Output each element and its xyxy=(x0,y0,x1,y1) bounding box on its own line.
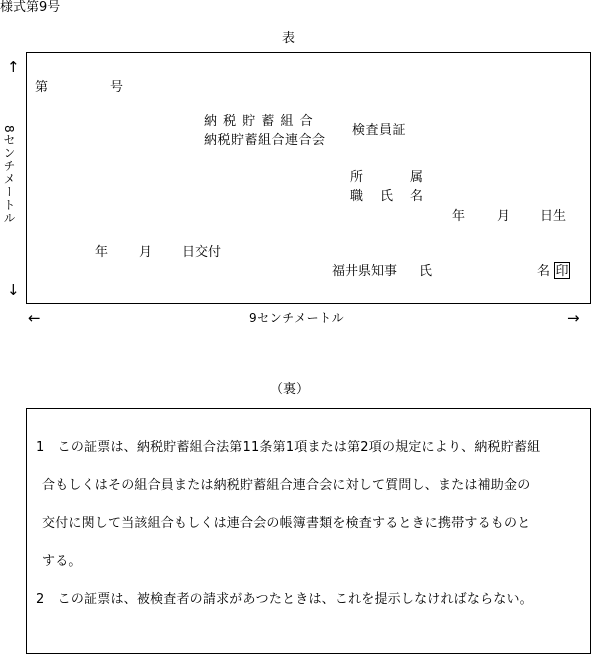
height-arrow-up-icon: ↑ xyxy=(7,58,20,76)
shozoku-label: 所 xyxy=(350,170,364,185)
birth-year-label: 年 xyxy=(452,209,466,224)
width-arrow-right-icon: → xyxy=(567,309,580,327)
back-heading: （裏） xyxy=(270,382,310,397)
org-line-1: 納 税 貯 蓄 組 合 xyxy=(204,114,314,129)
zoku-label: 属 xyxy=(410,170,424,185)
issue-year-label: 年 xyxy=(95,245,109,260)
back-text-line-5: 2 この証票は、被検査者の請求があつたときは、これを提示しなければならない。 xyxy=(36,592,533,607)
governor-shi: 氏 xyxy=(419,264,433,279)
number-go: 号 xyxy=(110,80,124,95)
governor-title: 福井県知事 xyxy=(332,264,398,279)
certificate-title: 検査員証 xyxy=(352,123,407,138)
back-text-line-2: 合もしくはその組合員または納税貯蓄組合連合会に対して質問し、または補助金の xyxy=(42,478,531,493)
width-label: 9センチメートル xyxy=(249,311,345,325)
shoku-label: 職 xyxy=(350,189,364,204)
back-text-line-4: する。 xyxy=(42,554,82,569)
front-card xyxy=(26,52,591,304)
form-number: 様式第9号 xyxy=(0,0,61,15)
height-label: 8センチメートル xyxy=(2,125,16,225)
mei-label: 名 xyxy=(410,189,424,204)
shi-label: 氏 xyxy=(380,189,394,204)
birth-month-label: 月 xyxy=(497,209,511,224)
issue-month-label: 月 xyxy=(139,245,153,260)
front-heading: 表 xyxy=(282,31,296,46)
back-text-line-3: 交付に関して当該組合もしくは連合会の帳簿書類を検査するときに携帯するものと xyxy=(42,516,531,531)
number-dai: 第 xyxy=(35,80,49,95)
height-arrow-down-icon: ↓ xyxy=(7,281,20,299)
back-text-line-1: 1 この証票は、納税貯蓄組合法第11条第1項または第2項の規定により、納税貯蓄組 xyxy=(36,440,541,455)
org-line-2: 納税貯蓄組合連合会 xyxy=(204,133,326,148)
width-arrow-left-icon: ← xyxy=(28,309,41,327)
issue-day-label: 日交付 xyxy=(182,245,222,260)
birth-day-label: 日生 xyxy=(540,209,567,224)
seal-stamp: 印 xyxy=(555,264,569,279)
governor-mei: 名 xyxy=(537,264,551,279)
